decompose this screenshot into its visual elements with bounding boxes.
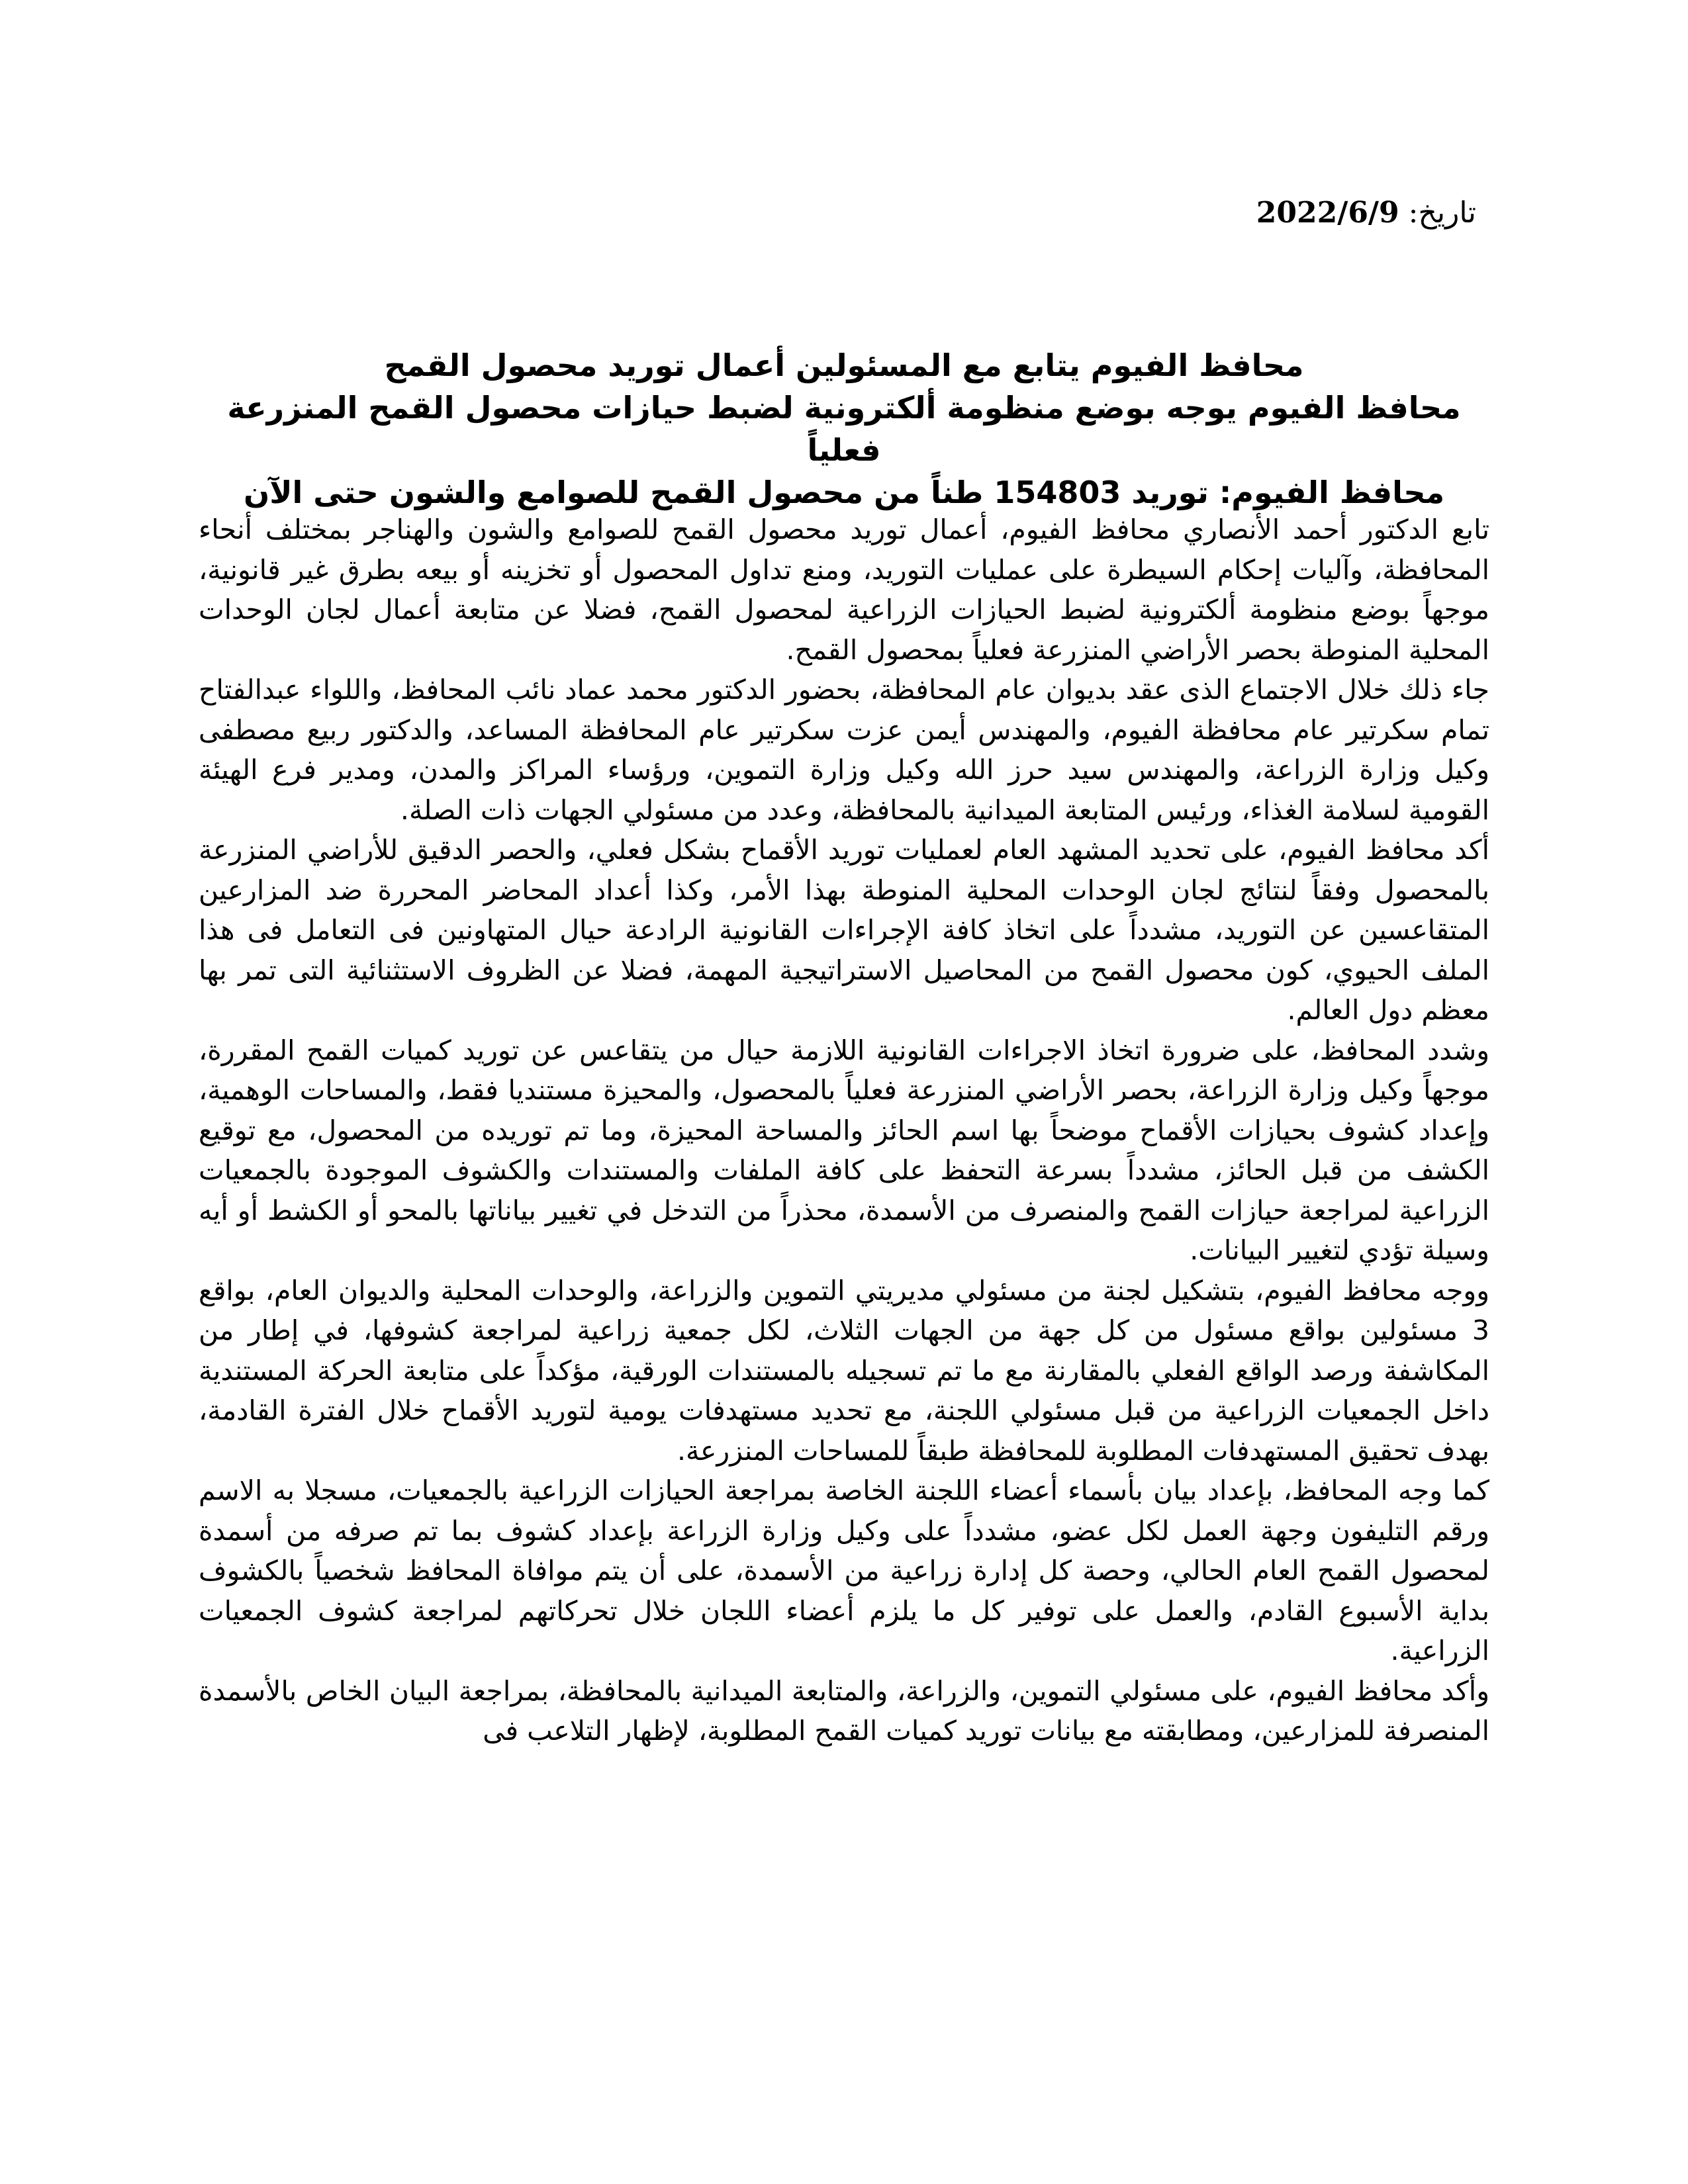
article-body (199, 510, 1489, 1751)
paragraph-5: ووجه محافظ الفيوم، بتشكيل لجنة من مسئولي مديريتي التموين والزراعة، والوحدات المحلية والديوان العام، بواقع 3 مسئولين بواقع مسئول من كل جهة من الجهات الثلاث، لكل جمعية زراعية لمراجعة كشوفها، في إطار من المكاشفة ورصد الواقع الفعلي بالمقارنة مع ما تم تسجيله بالمستندات الورقية، مؤكداً على متابعة الحركة المستندية داخل الجمعيات الزراعية من قبل مسئولي اللجنة، مع تحديد مستهدفات يومية لتوريد الأقماح خلال الفترة القادمة، بهدف تحقيق المستهدفات المطلوبة للمحافظة طبقاً للمساحات المنزرعة. (199, 1274, 1489, 1467)
headline-1: محافظ الفيوم يتابع مع المسئولين أعمال توريد محصول القمح (384, 347, 1304, 383)
paragraph-6: كما وجه المحافظ، بإعداد بيان بأسماء أعضاء اللجنة الخاصة بمراجعة الحيازات الزراعية بالجمعيات، مسجلا به الاسم ورقم التليفون وجهة العمل لكل عضو، مشدداً على وكيل وزارة الزراعة بإعداد كشوف بما تم صرفه من أسمدة لمحصول القمح العام الحالي، وحصة كل إدارة زراعية من الأسمدة، على أن يتم موافاة المحافظ شخصياً بالكشوف بداية الأسبوع القادم، والعمل على توفير كل ما يلزم أعضاء اللجان خلال تحركاتهم لمراجعة كشوف الجمعيات الزراعية. (199, 1475, 1489, 1666)
paragraph-4: وشدد المحافظ، على ضرورة اتخاذ الاجراءات القانونية اللازمة حيال من يتقاعس عن توريد كميات القمح المقررة، موجهاً وكيل وزارة الزراعة، بحصر الأراضي المنزرعة فعلياً بالمحصول، والمحيزة مستنديا فقط، والمساحات الوهمية، وإعداد كشوف بحيازات الأقماح موضحاً بها اسم الحائز والمساحة المحيزة، وما تم توريده من المحصول، مع توقيع الكشف من قبل الحائز، مشدداً بسرعة التحفظ على كافة الملفات والمستندات والكشوف الموجودة بالجمعيات الزراعية لمراجعة حيازات القمح والمنصرف من الأسمدة، محذراً من التدخل في تغيير بياناتها بالمحو أو الكشط أو أيه وسيلة تؤدي لتغيير البيانات. (199, 1034, 1489, 1266)
paragraph-1: تابع الدكتور أحمد الأنصاري محافظ الفيوم، أعمال توريد محصول القمح للصوامع والشون والهناجر بمختلف أنحاء المحافظة، وآليات إحكام السيطرة على عمليات التوريد، ومنع تداول المحصول أو تخزينه أو بيعه بطرق غير قانونية، موجهاً بوضع منظومة ألكترونية لضبط الحيازات الزراعية لمحصول القمح، فضلا عن متابعة أعمال لجان الوحدات المحلية المنوطة بحصر الأراضي المنزرعة فعلياً بمحصول القمح. (199, 514, 1489, 666)
document-date (1256, 193, 1476, 233)
date-value: 2022/6/9 (1256, 196, 1399, 230)
paragraph-3: أكد محافظ الفيوم، على تحديد المشهد العام لعمليات توريد الأقماح بشكل فعلي، والحصر الدقيق للأراضي المنزرعة بالمحصول وفقاً لنتائج لجان الوحدات المحلية المنوطة بهذا الأمر، وكذا أعداد المحاضر المحررة ضد المزارعين المتقاعسين عن التوريد، مشدداً على اتخاذ كافة الإجراءات القانونية الرادعة حيال المتهاونين فى التعامل فى هذا الملف الحيوي، كون محصول القمح من المحاصيل الاستراتيجية المهمة، فضلا عن الظروف الاستثنائية التى تمر بها معظم دول العالم. (199, 834, 1489, 1026)
date-label: تاريخ: (1408, 196, 1476, 230)
headline-3: محافظ الفيوم: توريد 154803 طناً من محصول القمح للصوامع والشون حتى الآن (243, 475, 1445, 510)
headline-2: محافظ الفيوم يوجه بوضع منظومة ألكترونية لضبط حيازات محصول القمح المنزرعة فعلياً (227, 390, 1461, 468)
headlines (199, 344, 1489, 514)
paragraph-2: جاء ذلك خلال الاجتماع الذى عقد بديوان عام المحافظة، بحضور الدكتور محمد عماد نائب المحافظ، واللواء عبدالفتاح تمام سكرتير عام محافظة الفيوم، والمهندس أيمن عزت سكرتير عام المحافظة المساعد، والدكتور ربيع مصطفى وكيل وزارة الزراعة، والمهندس سيد حرز الله وكيل وزارة التموين، ورؤساء المراكز والمدن، ومدير فرع الهيئة القومية لسلامة الغذاء، ورئيس المتابعة الميدانية بالمحافظة، وعدد من مسئولي الجهات ذات الصلة. (199, 674, 1489, 826)
paragraph-7: وأكد محافظ الفيوم، على مسئولي التموين، والزراعة، والمتابعة الميدانية بالمحافظة، بمراجعة البيان الخاص بالأسمدة المنصرفة للمزارعين، ومطابقته مع بيانات توريد كميات القمح المطلوبة، لإظهار التلاعب فى (199, 1674, 1489, 1747)
